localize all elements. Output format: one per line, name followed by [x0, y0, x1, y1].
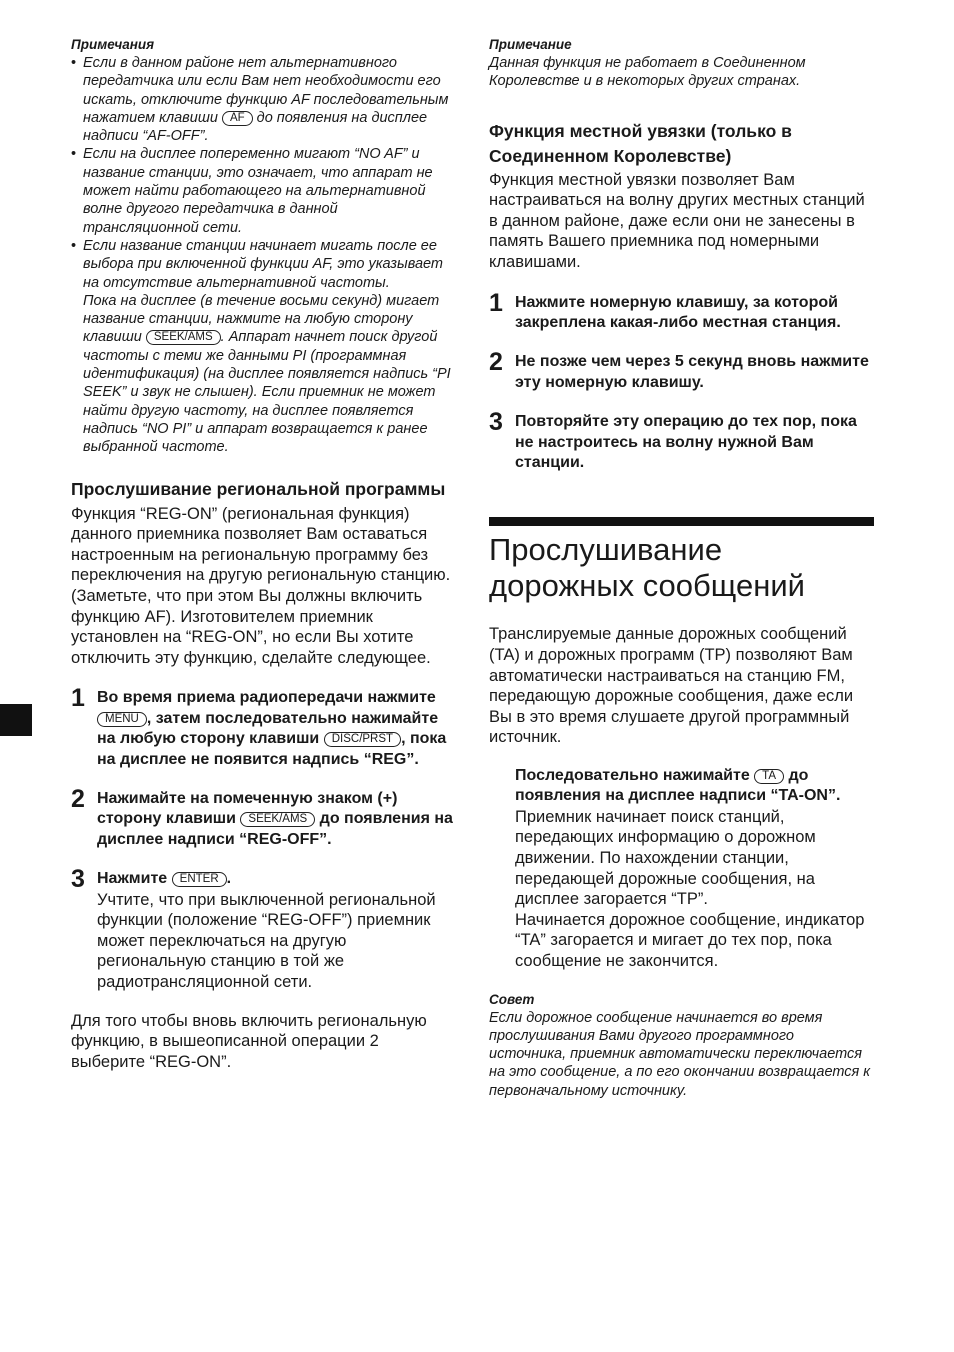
tip-title: Совет: [489, 991, 535, 1007]
step-number: 1: [489, 288, 503, 317]
regional-body: Функция “REG-ON” (региональная функция) данного приемника позволяет Вам оставаться настроенным на региональную программу без переключения на другую региональную станцию. (Заметьте, что при этом Вы должны включить функцию AF). Изготовителем приемник установлен на “REG-ON”, но если Вы хотите отключить эту функцию, сделайте следующее.: [71, 504, 451, 667]
notes-list: [71, 54, 456, 457]
tip-text: Если дорожное сообщение начинается во время прослушивания Вами другого программного источника, приемник автоматически переключается на это сообщение, а по его окончании возвращается к первоначальному источнику.: [489, 1009, 871, 1099]
step-3-body: Учтите, что при выключенной региональной функции (положение “REG-OFF”) приемник может переключаться на другую региональную станцию в той же радиотрансляционной сети.: [97, 890, 436, 991]
note-text: Данная функция не работает в Соединенном Королевстве и в некоторых других странах.: [489, 55, 806, 90]
disc-prst-key: DISC/PRST: [324, 732, 401, 747]
note-item-af: • Если в данном районе нет альтернативного передатчика или если Вам нет необходимости его искать, отключите функцию AF последовательным нажатием клавиши AF до появления на дисплее надписи “AF-OFF”.: [71, 54, 456, 145]
seek-ams-key: SEEK/AMS: [146, 330, 221, 345]
note-item-pi-seek: • Если название станции начинает мигать после ее выбора при включенной функции AF, это указывает на отсутствие альтернативной частоты. Пока на дисплее (в течение восьми секунд) мигает название станции, нажмите на любую сторону клавиши SEEK/AMS . Аппарат начнет поиск другой частоты с теми же данными PI (программная идентификация) (на дисплее появляется надпись “PI SEEK” и звук не слышен). Если приемник не может найти другую частоту, на дисплее появляется надпись “NO PI” и аппарат возвращается к ранее выбранной частоте.: [71, 237, 456, 457]
note-title: Примечание: [489, 37, 572, 52]
notes-title: Примечания: [71, 37, 155, 52]
section-divider: [489, 517, 874, 526]
menu-key: MENU: [97, 712, 147, 727]
step-2: 2 Нажимайте на помеченную знаком (+) сторону клавиши SEEK/AMS до появления на дисплее надписи “REG-OFF”.: [71, 784, 453, 848]
seek-ams-key: SEEK/AMS: [240, 812, 315, 827]
left-column: [71, 36, 456, 1072]
step-number: 3: [489, 408, 503, 437]
step-number: 2: [71, 784, 85, 813]
section-tab-marker: [0, 704, 32, 736]
note-item-no-af: • Если на дисплее попеременно мигают “NO AF” и название станции, это означает, что аппарат не может найти работающего на альтернативной волне другого передатчика в данной трансляционной сети.: [71, 145, 456, 236]
ta-key: TA: [754, 769, 784, 784]
ta-body-2: Начинается дорожное сообщение, индикатор “TA” загорается и мигает до тех пор, пока сообщение не закончится.: [515, 910, 865, 970]
right-column: [489, 36, 874, 1100]
regional-heading: Прослушивание региональной программы: [71, 478, 446, 499]
traffic-title: Прослушивание дорожных сообщений: [489, 532, 805, 604]
traffic-body: Транслируемые данные дорожных сообщений (TA) и дорожных программ (TP) позволяют Вам автоматически настраиваться на станцию FM, передающую дорожные сообщения, даже если Вы в это время слушаете другой программный источник.: [489, 625, 854, 747]
step-number: 2: [489, 348, 503, 377]
closing-text: Для того чтобы вновь включить региональную функцию, в вышеописанной операции 2 выберите “REG-ON”.: [71, 1011, 427, 1071]
step-number: 1: [71, 684, 85, 713]
local-step-3: 3 Повторяйте эту операцию до тех пор, пока не настроитесь на волну нужной Вам станции.: [489, 408, 857, 471]
ta-instruction: Последовательно нажимайте TA до появления на дисплее надписи “TA-ON”. Приемник начинает поиск станций, передающих информацию о дорожном движении. По нахождении станции, передающей дорожные сообщения, на дисплее загорается “TP”. Начинается дорожное сообщение, индикатор “TA” загорается и мигает до тех пор, пока сообщение не закончится.: [489, 766, 874, 972]
enter-key: ENTER: [172, 872, 227, 887]
local-link-body: Функция местной увязки позволяет Вам настраиваться на волну других местных станций в данном районе, даже если они не занесены в память Вашего приемника под номерными клавишами.: [489, 170, 865, 271]
ta-body-1: Приемник начинает поиск станций, передающих информацию о дорожном движении. По нахождении станции, передающей дорожные сообщения, на дисплее загорается “TP”.: [515, 807, 816, 909]
step-3: 3 Нажмите ENTER . Учтите, что при выключенной региональной функции (положение “REG-OFF”) приемник может переключаться на другую региональную станцию в той же радиотрансляционной сети.: [71, 869, 456, 992]
step-number: 3: [71, 865, 85, 894]
af-key: AF: [222, 111, 253, 126]
local-step-1: 1 Нажмите номерную клавишу, за которой закреплена какая-либо местная станция.: [489, 288, 841, 331]
local-step-2: 2 Не позже чем через 5 секунд вновь нажмите эту номерную клавишу.: [489, 348, 869, 391]
local-link-heading: Функция местной увязки (только в Соединенном Королевстве): [489, 120, 792, 166]
step-1: 1 Во время приема радиопередачи нажмите MENU , затем последовательно нажимайте на любую сторону клавиши DISC/PRST , пока на дисплее не появится надпись “REG”.: [71, 684, 447, 768]
